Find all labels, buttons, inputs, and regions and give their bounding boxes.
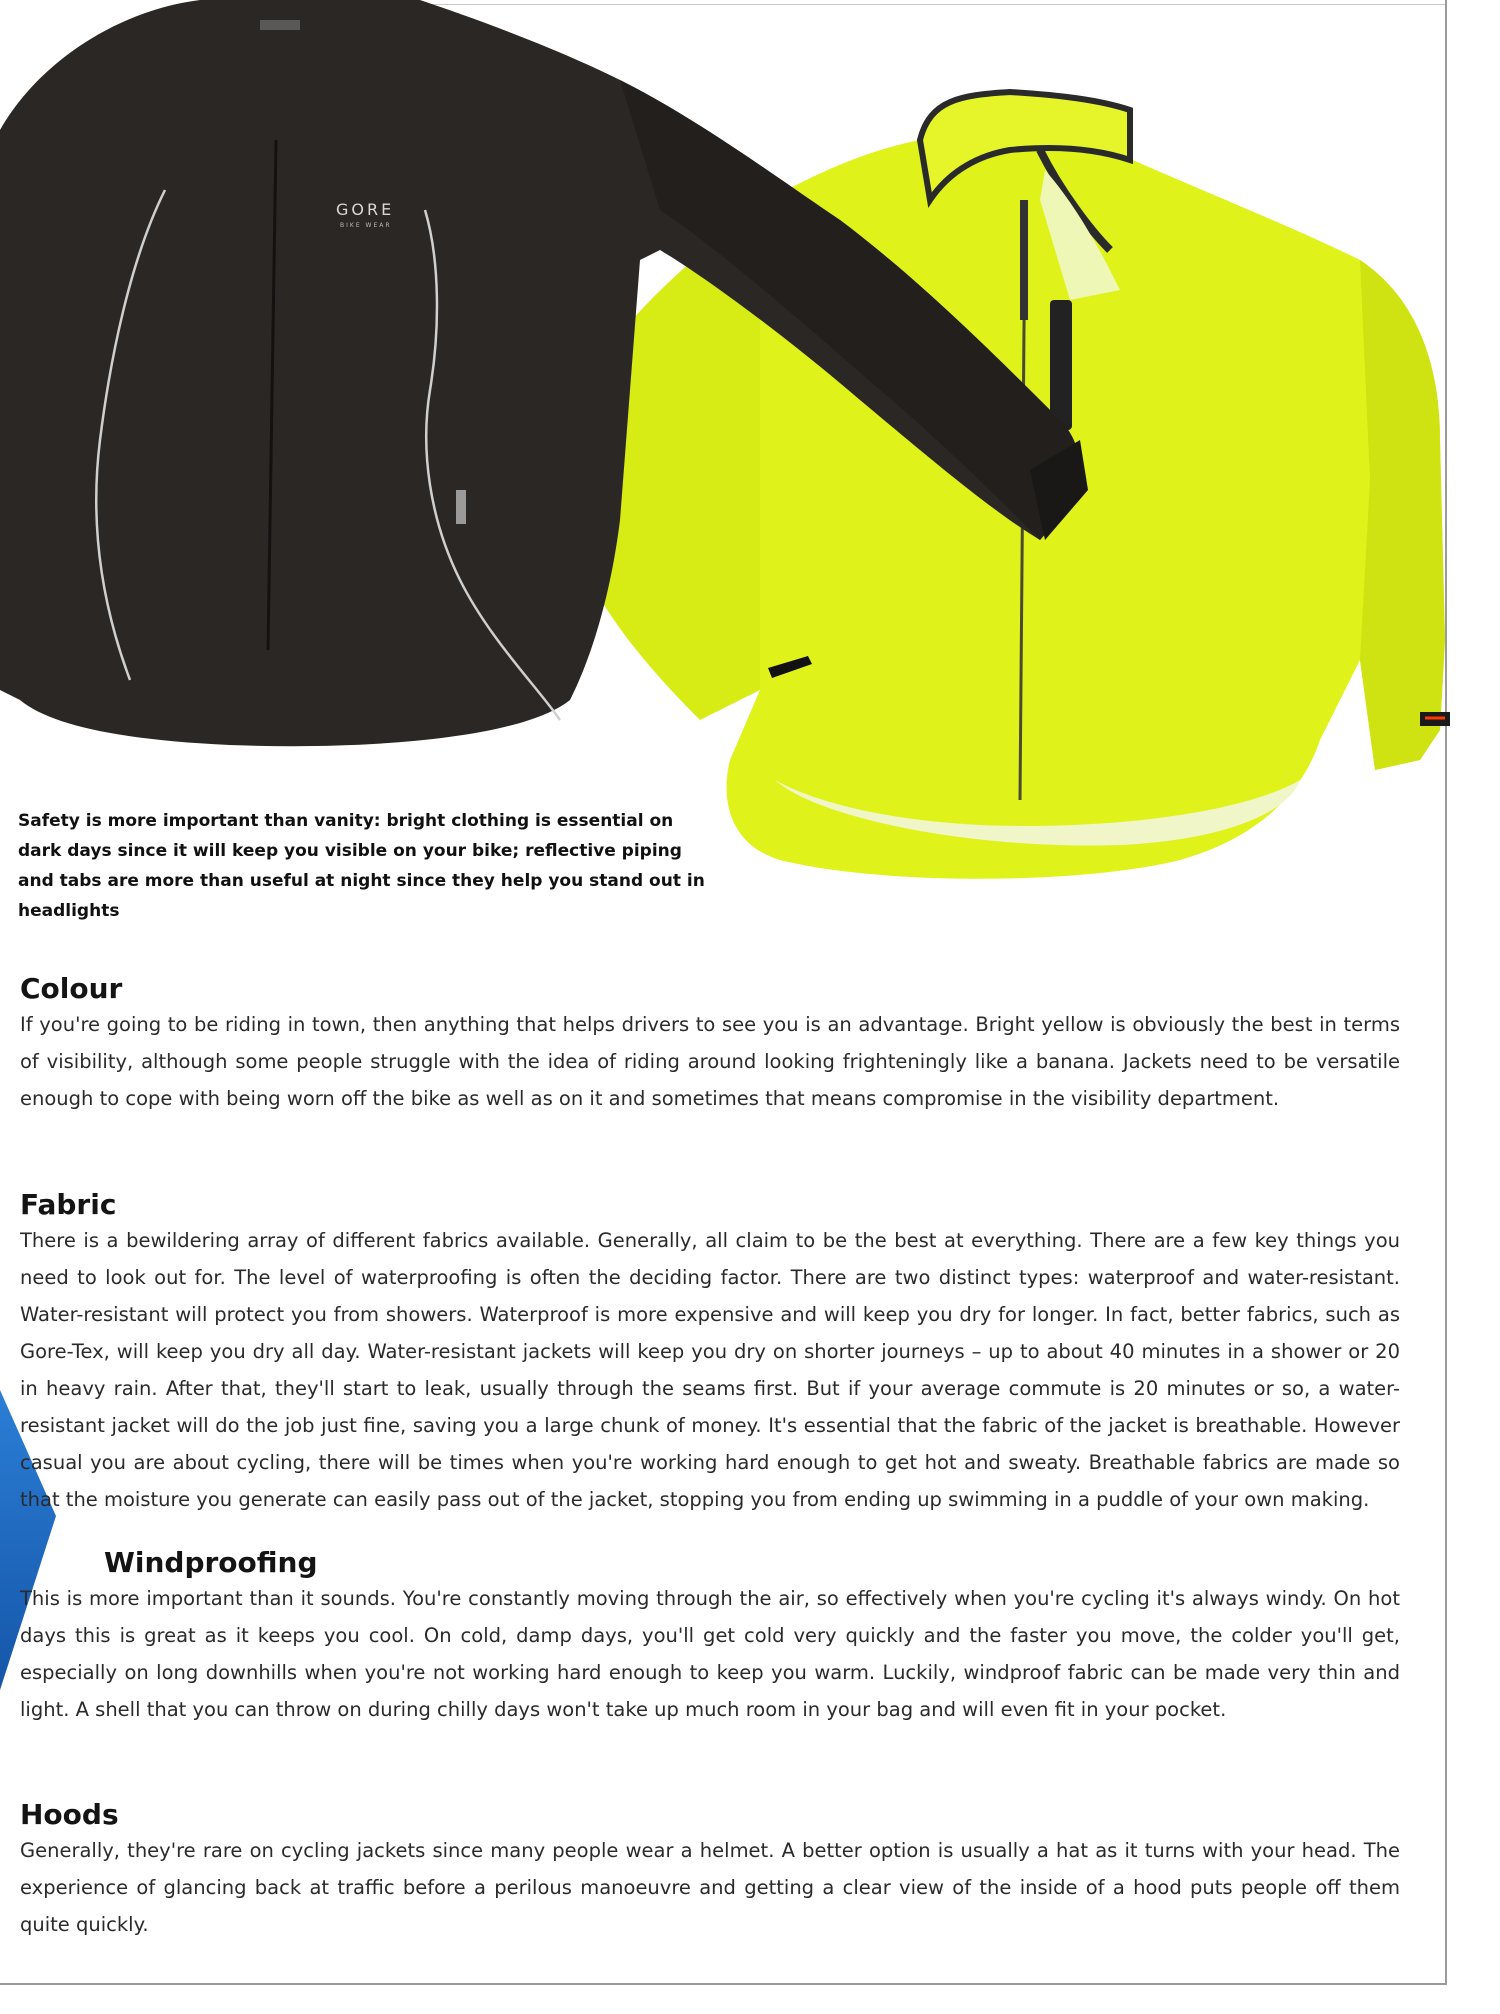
section-colour [20, 972, 1400, 1117]
photo-caption: Safety is more important than vanity: bright clothing is essential on dark days since it will keep you visible on your bike; reflective piping and tabs are more than useful at night since they help you stand out in headlights [18, 811, 705, 921]
heading-colour: Colour [20, 972, 123, 1005]
section-windproofing [20, 1546, 1400, 1728]
body-windproofing: This is more important than it sounds. You're constantly moving through the air, so effectively when you're cycling it's always windy. On hot days this is great as it keeps you cool. On cold, damp days, you'll get cold very quickly and the faster you move, the colder you'll get, especially on long downhills when you're not working hard enough to keep you warm. Luckily, windproof fabric can be made very thin and light. A shell that you can throw on during chilly days won't take up much room in your bag and will even fit in your pocket. [20, 1587, 1400, 1721]
heading-fabric: Fabric [20, 1188, 117, 1221]
gore-logo: GORE [336, 200, 395, 219]
heading-windproofing: Windproofing [104, 1546, 318, 1579]
page-border-bottom [0, 1983, 1447, 1985]
jackets-photo [0, 0, 1500, 900]
body-fabric: There is a bewildering array of different fabrics available. Generally, all claim to be the best at everything. There are a few key things you need to look out for. The level of waterproofing is often the deciding factor. There are two distinct types: waterproof and water-resistant. Water-resistant will protect you from showers. Waterproof is more expensive and will keep you dry for longer. In fact, better fabrics, such as Gore-Tex, will keep you dry all day. Water-resistant jackets will keep you dry on shorter journeys – up to about 40 minutes in a shower or 20 in heavy rain. After that, they'll start to leak, usually through the seams first. But if your average commute is 20 minutes or so, a water-resistant jacket will do the job just fine, saving you a large chunk of money. It's essential that the fabric of the jacket is breathable. However casual you are about cycling, there will be times when you're working hard enough to get hot and sweaty. Breathable fabrics are made so that the moisture you generate can easily pass out of the jacket, stopping you from ending up swimming in a puddle of your own making. [20, 1229, 1400, 1511]
heading-hoods: Hoods [20, 1798, 119, 1831]
section-fabric [20, 1188, 1400, 1518]
body-hoods: Generally, they're rare on cycling jackets since many people wear a helmet. A better option is usually a hat as it turns with your head. The experience of glancing back at traffic before a perilous manoeuvre and getting a clear view of the inside of a hood puts people off them quite quickly. [20, 1839, 1400, 1936]
body-colour: If you're going to be riding in town, then anything that helps drivers to see you is an advantage. Bright yellow is obviously the best in terms of visibility, although some people struggle with the idea of riding around looking frighteningly like a banana. Jackets need to be versatile enough to cope with being worn off the bike as well as on it and sometimes that means compromise in the visibility department. [20, 1013, 1400, 1110]
gore-logo-sub: BIKE WEAR [340, 222, 392, 229]
section-hoods [20, 1798, 1400, 1943]
